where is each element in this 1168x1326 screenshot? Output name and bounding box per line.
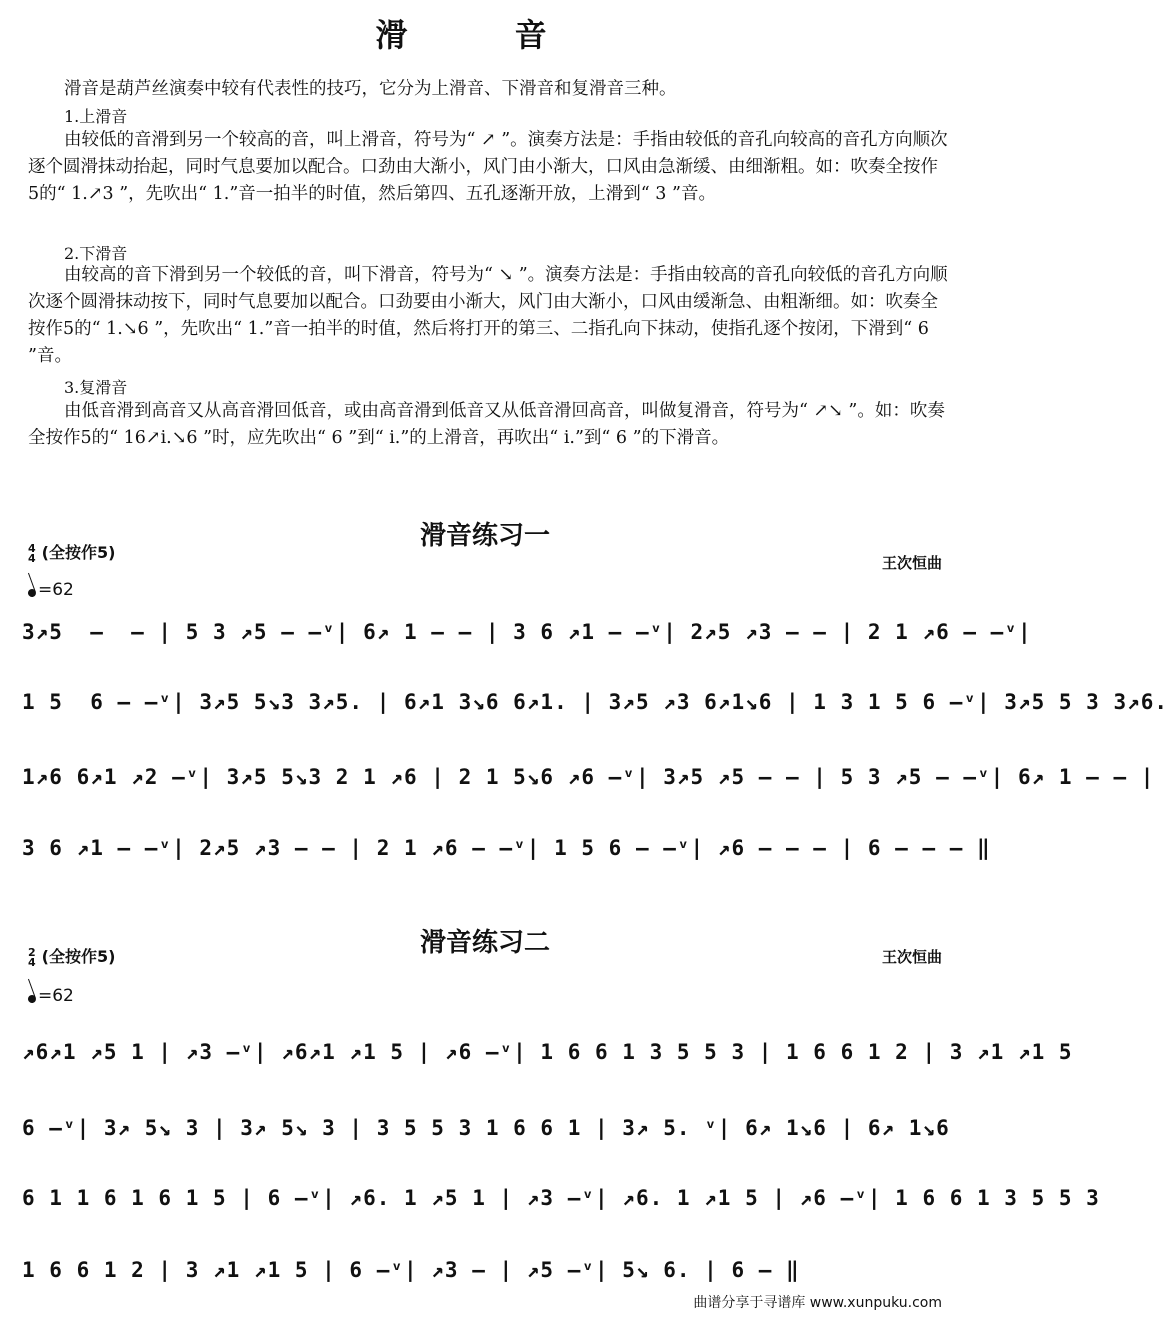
- exercise1-line-2: 1 5 6 – –ᵛ| 3↗5 5↘3 3↗5. | 6↗1 3↘6 6↗1. | 3↗5 ↗3 6↗1↘6 | 1 3 1 5 6 –ᵛ| 3↗5 5 3 3↗6.: [22, 690, 1168, 714]
- intro-text: 滑音是葫芦丝演奏中较有代表性的技巧，它分为上滑音、下滑音和复滑音三种。: [64, 79, 677, 99]
- section-text-1: 由较低的音滑到另一个较高的音，叫上滑音，符号为“ ↗ ”。演奏方法是：手指由较低的音孔向较高的音孔方向顺次逐个圆滑抹动抬起，同时气息要加以配合。口劲由大渐小，风门由小渐大，口风由急渐缓、由细渐粗。如：吹奏全按作5的“ 1.↗3 ”，先吹出“ 1.”音一拍半的时值，然后第四、五孔逐渐开放，上滑到“ 3 ”音。: [28, 130, 948, 204]
- exercise2-line-3: 6 1 1 6 1 6 1 5 | 6 –ᵛ| ↗6. 1 ↗5 1 | ↗3 –ᵛ| ↗6. 1 ↗1 5 | ↗6 –ᵛ| 1 6 6 1 3 5 5 3: [22, 1186, 1100, 1210]
- exercise1-tempo: =62: [28, 580, 74, 600]
- exercise2-line-4: 1 6 6 1 2 | 3 ↗1 ↗1 5 | 6 –ᵛ| ↗3 – | ↗5 –ᵛ| 5↘ 6. | 6 – ‖: [22, 1258, 800, 1282]
- time-signature: 2 4: [28, 945, 36, 969]
- section-text-3: 由低音滑到高音又从高音滑回低音，或由高音滑到低音又从低音滑回高音，叫做复滑音，符号为“ ↗↘ ”。如：吹奏全按作5的“ 16↗i.↘6 ”时，应先吹出“ 6 ”到“ i.”的上滑音，再吹出“ i.”到“ 6 ”的下滑音。: [28, 401, 945, 448]
- exercise1-line-1: 3↗5 – – | 5 3 ↗5 – –ᵛ| 6↗ 1 – – | 3 6 ↗1 – –ᵛ| 2↗5 ↗3 – – | 2 1 ↗6 – –ᵛ|: [22, 620, 1032, 644]
- exercise1-composer: 王次恒曲: [881, 554, 942, 572]
- exercise1-key: 4 4 (全按作5): [28, 541, 116, 565]
- exercise2-tempo: =62: [28, 986, 74, 1006]
- quarter-note-icon: [27, 994, 37, 1004]
- time-signature: 4 4: [28, 541, 36, 565]
- section-heading-3: 3.复滑音: [64, 378, 128, 397]
- exercise2-key: 2 4 (全按作5): [28, 945, 116, 969]
- exercise1-title: 滑音练习一: [419, 521, 550, 551]
- section-heading-1: 1.上滑音: [64, 107, 128, 126]
- exercise2-composer: 王次恒曲: [881, 948, 942, 966]
- page-title: 滑 音: [375, 16, 595, 54]
- exercise1-line-4: 3 6 ↗1 – –ᵛ| 2↗5 ↗3 – – | 2 1 ↗6 – –ᵛ| 1 5 6 – –ᵛ| ↗6 – – – | 6 – – – ‖: [22, 836, 991, 860]
- section-heading-2: 2.下滑音: [64, 244, 128, 263]
- quarter-note-icon: [27, 588, 37, 598]
- section-text-2: 由较高的音下滑到另一个较低的音，叫下滑音，符号为“ ↘ ”。演奏方法是：手指由较高的音孔向较低的音孔方向顺次逐个圆滑抹动按下，同时气息要加以配合。口劲要由小渐大，风门由大渐小，口风由缓渐急、由粗渐细。如：吹奏全按作5的“ 1.↘6 ”，先吹出“ 1.”音一拍半的时值，然后将打开的第三、二指孔向下抹动，使指孔逐个按闭，下滑到“ 6 ”音。: [28, 265, 948, 366]
- exercise2-title: 滑音练习二: [419, 928, 550, 958]
- footer-credit: 曲谱分享于寻谱库 www.xunpuku.com: [693, 1295, 942, 1311]
- exercise1-line-3: 1↗6 6↗1 ↗2 –ᵛ| 3↗5 5↘3 2 1 ↗6 | 2 1 5↘6 ↗6 –ᵛ| 3↗5 ↗5 – – | 5 3 ↗5 – –ᵛ| 6↗ 1 – – |: [22, 765, 1155, 789]
- exercise2-line-1: ↗6↗1 ↗5 1 | ↗3 –ᵛ| ↗6↗1 ↗1 5 | ↗6 –ᵛ| 1 6 6 1 3 5 5 3 | 1 6 6 1 2 | 3 ↗1 ↗1 5: [22, 1040, 1073, 1064]
- exercise2-line-2: 6 –ᵛ| 3↗ 5↘ 3 | 3↗ 5↘ 3 | 3 5 5 3 1 6 6 1 | 3↗ 5. ᵛ| 6↗ 1↘6 | 6↗ 1↘6: [22, 1116, 950, 1140]
